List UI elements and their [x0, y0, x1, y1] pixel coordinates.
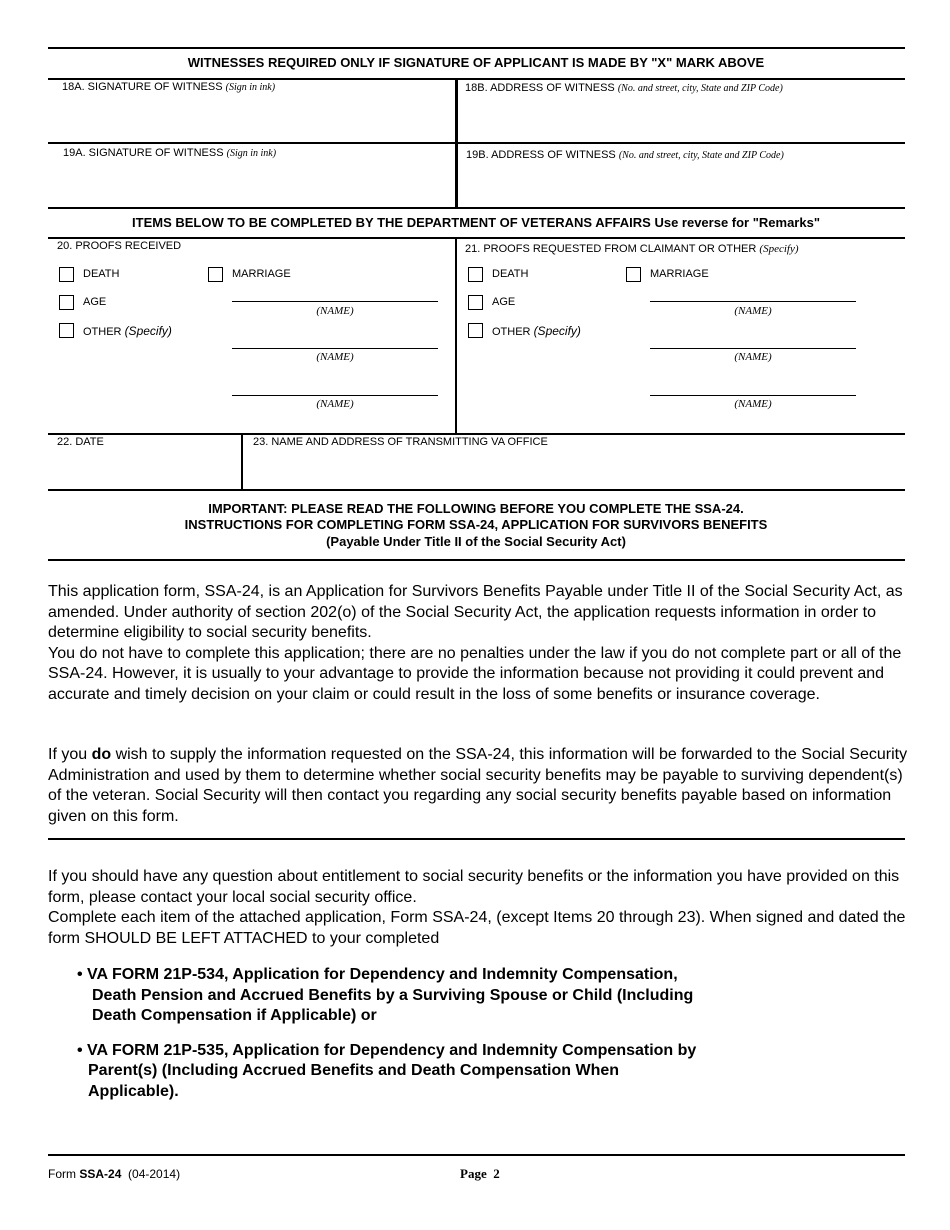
instructions-line-3: (Payable Under Title II of the Social Security Act) [326, 534, 626, 549]
field-20-label: 20. PROOFS RECEIVED [57, 240, 182, 252]
name-caption: (NAME) [316, 305, 354, 317]
field-18b-label: 18B. ADDRESS OF WITNESS (No. and street, city, State and ZIP Code) [465, 82, 783, 94]
divider [241, 434, 243, 489]
paragraph-voluntary: You do not have to complete this application; there are no penalties under the law if you do not complete part or all of the SSA-24. However, it is usually to your advantage to provide the information because not providing it could prevent and accurate and timely decision on your claim or could result in the loss of some benefits or insurance coverage. [48, 644, 902, 703]
checkbox-20-other[interactable] [59, 323, 74, 338]
checkbox-20-death-label: DEATH [83, 268, 120, 280]
form-number: Form SSA-24 (04-2014) [48, 1167, 181, 1181]
rule [48, 78, 905, 80]
name-line[interactable] [232, 395, 438, 396]
checkbox-21-age-label: AGE [492, 296, 516, 308]
rule [48, 142, 905, 144]
bullet-21p534-line3: Death Compensation if Applicable) or [92, 1007, 377, 1024]
bullet-21p534-line1: • VA FORM 21P-534, Application for Dependency and Indemnity Compensation, [77, 966, 678, 983]
bullet-21p535-line3: Applicable). [88, 1083, 179, 1100]
rule [48, 237, 905, 239]
field-21-hint: (Specify) [759, 243, 799, 255]
divider [455, 79, 458, 207]
contact-text-block [48, 867, 908, 949]
checkbox-21-death[interactable] [468, 267, 483, 282]
field-18a-label: 18A. SIGNATURE OF WITNESS (Sign in ink) [62, 81, 276, 93]
name-line[interactable] [232, 301, 438, 302]
field-18a-input[interactable] [48, 96, 454, 140]
field-18b-hint: (No. and street, city, State and ZIP Code) [617, 83, 783, 94]
checkbox-20-death[interactable] [59, 267, 74, 282]
name-caption: (NAME) [316, 351, 354, 363]
name-caption: (NAME) [316, 398, 354, 410]
checkbox-21-marriage[interactable] [626, 267, 641, 282]
rule [48, 207, 905, 209]
field-19b-input[interactable] [458, 162, 904, 204]
checkbox-20-marriage-label: MARRIAGE [232, 268, 291, 280]
page-number: Page 2 [460, 1166, 500, 1181]
divider [455, 238, 457, 433]
checkbox-21-other-hint: (Specify) [533, 324, 581, 338]
witness-header: WITNESSES REQUIRED ONLY IF SIGNATURE OF APPLICANT IS MADE BY "X" MARK ABOVE [187, 55, 765, 70]
name-line[interactable] [232, 348, 438, 349]
field-18a-hint: (Sign in ink) [225, 82, 276, 93]
rule [48, 47, 905, 49]
paragraph-supply-info: If you do wish to supply the information requested on the SSA-24, this information will be forwarded to the Social Security Administration and used by them to determine whether social security benefits may be payable to surviving dependent(s) of the veteran. Social Security will then contact you regarding any social security benefits payable based on information given on this form. [48, 746, 908, 825]
bullet-21p535-line2: Parent(s) (Including Accrued Benefits and Death Compensation When [88, 1062, 620, 1079]
field-23-label: 23. NAME AND ADDRESS OF TRANSMITTING VA OFFICE [253, 436, 548, 448]
name-caption: (NAME) [734, 351, 772, 363]
field-19a-hint: (Sign in ink) [226, 148, 277, 159]
rule [48, 489, 905, 491]
checkbox-21-other-label: OTHER (Specify) [492, 324, 581, 338]
name-line[interactable] [650, 395, 856, 396]
instructions-line-2: INSTRUCTIONS FOR COMPLETING FORM SSA-24, APPLICATION FOR SURVIVORS BENEFITS [184, 517, 768, 532]
field-18b-input[interactable] [458, 96, 904, 140]
bullet-21p534-line2: Death Pension and Accrued Benefits by a Surviving Spouse or Child (Including [92, 987, 694, 1004]
bullet-21p535-line1: • VA FORM 21P-535, Application for Dependency and Indemnity Compensation by [77, 1042, 697, 1059]
field-21-label: 21. PROOFS REQUESTED FROM CLAIMANT OR OTHER (Specify) [465, 243, 799, 255]
field-19a-input[interactable] [48, 162, 454, 204]
footer-rule [48, 1154, 905, 1156]
checkbox-21-age[interactable] [468, 295, 483, 310]
name-line[interactable] [650, 348, 856, 349]
field-19b-label: 19B. ADDRESS OF WITNESS (No. and street, city, State and ZIP Code) [466, 149, 784, 161]
field-22-label: 22. DATE [57, 436, 104, 448]
checkbox-20-age[interactable] [59, 295, 74, 310]
checkbox-21-death-label: DEATH [492, 268, 529, 280]
field-23-input[interactable] [245, 450, 903, 488]
name-caption: (NAME) [734, 398, 772, 410]
checkbox-20-other-hint: (Specify) [124, 324, 172, 338]
privacy-text-block [48, 582, 908, 705]
instructions-line-1: IMPORTANT: PLEASE READ THE FOLLOWING BEFORE YOU COMPLETE THE SSA-24. [208, 501, 744, 516]
rule [48, 433, 905, 435]
name-line[interactable] [650, 301, 856, 302]
field-19b-hint: (No. and street, city, State and ZIP Code) [618, 150, 784, 161]
checkbox-20-other-label: OTHER (Specify) [83, 324, 172, 338]
field-22-input[interactable] [48, 450, 240, 488]
checkbox-20-age-label: AGE [83, 296, 107, 308]
rule [48, 838, 905, 840]
name-caption: (NAME) [734, 305, 772, 317]
checkbox-21-marriage-label: MARRIAGE [650, 268, 709, 280]
checkbox-20-marriage[interactable] [208, 267, 223, 282]
va-header: ITEMS BELOW TO BE COMPLETED BY THE DEPARTMENT OF VETERANS AFFAIRS Use reverse for "Remarks" [132, 215, 820, 230]
paragraph-complete: Complete each item of the attached application, Form SSA-24, (except Items 20 through 23). When signed and dated the form SHOULD BE LEFT ATTACHED to your completed [48, 909, 906, 947]
checkbox-21-other[interactable] [468, 323, 483, 338]
rule [48, 559, 905, 561]
paragraph-contact: If you should have any question about entitlement to social security benefits or the information you have provided on this form, please contact your local social security office. [48, 868, 900, 906]
field-19a-label: 19A. SIGNATURE OF WITNESS (Sign in ink) [63, 147, 277, 159]
paragraph-authority: This application form, SSA-24, is an Application for Survivors Benefits Payable under Title II of the Social Security Act, as amended. Under authority of section 202(o) of the Social Security Act, the application requests information in order to determine eligibility to social security benefits. [48, 583, 903, 641]
